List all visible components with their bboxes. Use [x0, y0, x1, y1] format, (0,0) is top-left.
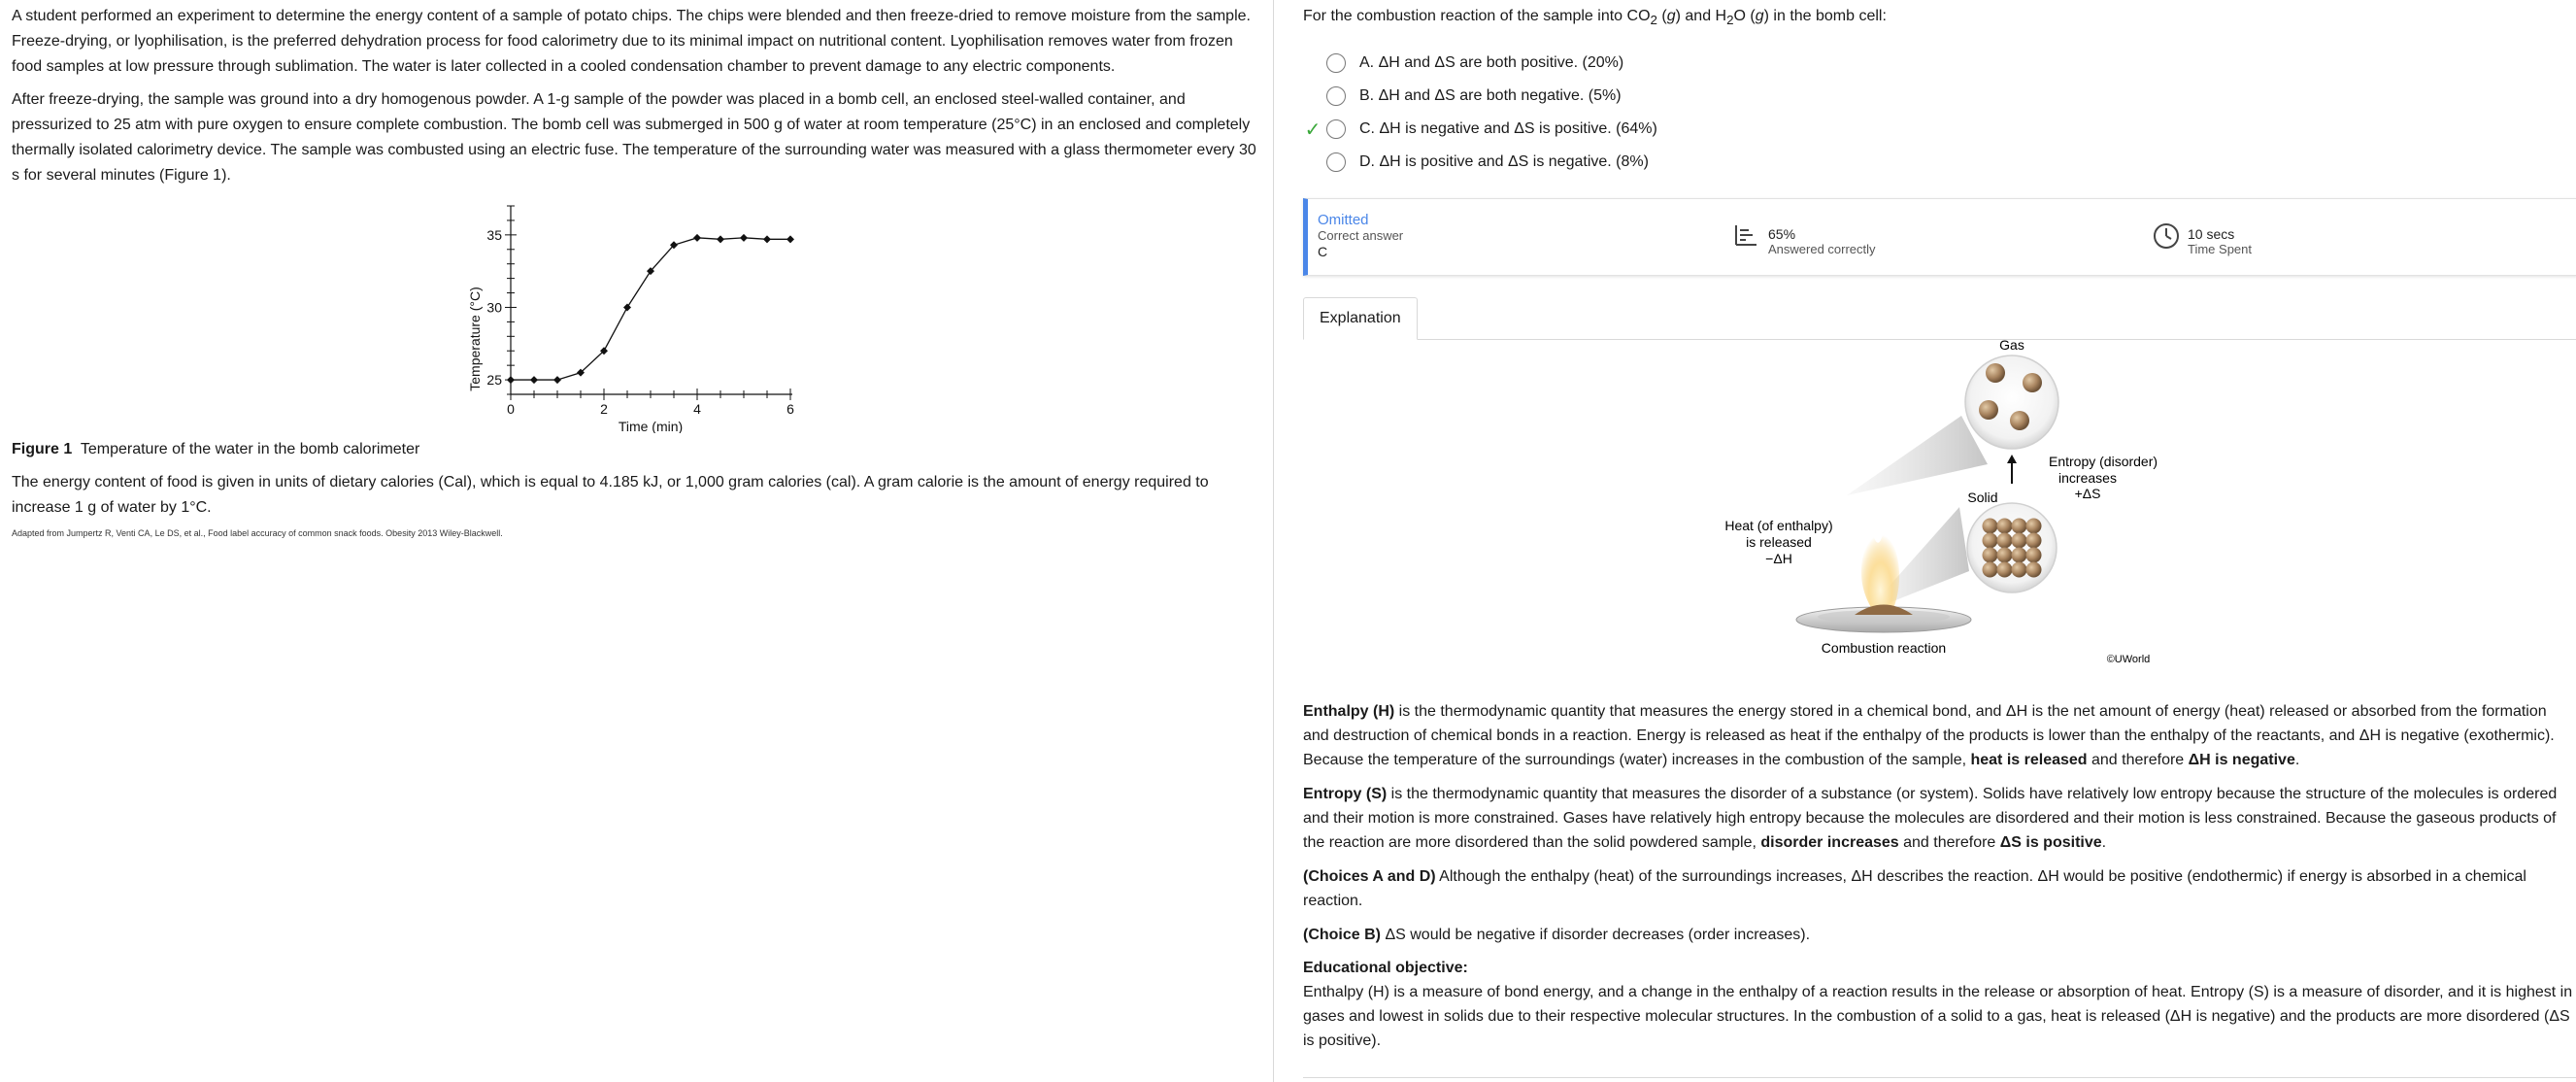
choice-c-radio[interactable]	[1326, 119, 1346, 139]
answer-stats-bar	[1303, 198, 2576, 276]
x-tick-label: 6	[786, 401, 794, 417]
choice-c-percent: (64%)	[1616, 120, 1657, 138]
solid-molecule	[2026, 548, 2042, 563]
choice-d-letter: D.	[1359, 153, 1375, 171]
choice-d[interactable]	[1303, 146, 2576, 179]
solid-molecule	[1983, 548, 1998, 563]
choice-d-radio[interactable]	[1326, 152, 1346, 172]
gas-molecule	[2010, 411, 2029, 430]
choice-b-text: ΔH and ΔS are both negative.	[1378, 87, 1585, 105]
sample-powder	[1855, 605, 1913, 616]
choice-c[interactable]	[1303, 113, 2576, 146]
solid-molecule	[1983, 562, 1998, 578]
data-point	[530, 376, 538, 384]
choice-b-letter: B.	[1359, 87, 1375, 105]
question-stem: For the combustion reaction of the sample into $CO_2$ (g) and $H_2O$ (g) in the bomb cell:	[1303, 8, 1887, 28]
x-tick-label: 2	[600, 401, 608, 417]
solid-molecule	[2012, 519, 2027, 534]
gas-molecule	[1979, 400, 1998, 420]
solid-molecule	[1997, 562, 2013, 578]
explanation-choices-a-d: (Choices A and D) Although the enthalpy (heat) of the surroundings increases, ΔH describes the reaction. ΔH would be positive (endothermic) if energy is absorbed in a chemical reaction.	[1303, 868, 2526, 910]
time-spent-label: Time Spent	[2188, 242, 2252, 257]
solid-molecule	[2012, 562, 2027, 578]
choice-b-radio[interactable]	[1326, 86, 1346, 106]
passage-paragraph-2: After freeze-drying, the sample was ground into a dry homogenous powder. A 1-g sample of the powder was placed in a bomb cell, an enclosed steel-walled container, and pressurized to 25 atm with pure oxygen to ensure complete combustion. The bomb cell was submerged in 500 g of water at room temperature (25°C) in an enclosed and completely thermally isolated calorimetry device. The sample was combusted using an electric fuse. The temperature of the surrounding water was measured with a glass thermometer every 30 s for several minutes (Figure 1).	[12, 91, 1256, 184]
gas-molecule	[1986, 363, 2005, 383]
clock-icon	[2153, 222, 2180, 250]
objective-text: Enthalpy (H) is a measure of bond energy, and a change in the enthalpy of a reaction results in the release or absorption of heat. Entropy (S) is a measure of disorder, and it is highest in gases and lowest in solids due to their respective molecular structures. In the combustion of a solid to a gas, heat is released (ΔH is negative) and the products are more disordered (ΔS is positive).	[1303, 984, 2573, 1050]
choice-d-percent: (8%)	[1616, 153, 1649, 171]
solid-molecule	[2026, 562, 2042, 578]
gas-label: Gas	[1999, 340, 2024, 354]
passage-paragraph-3: The energy content of food is given in units of dietary calories (Cal), which is equal to 4.185 kJ, or 1,000 gram calories (cal). A gram calorie is the amount of energy required to increase 1 g of water by 1°C.	[12, 474, 1209, 516]
data-point	[623, 303, 631, 311]
solid-molecule	[1997, 519, 2013, 534]
flame-icon	[1861, 521, 1899, 614]
data-point	[693, 234, 701, 242]
y-tick-label: 25	[486, 372, 502, 389]
time-block	[2188, 226, 2252, 257]
choice-b[interactable]	[1303, 80, 2576, 113]
data-point	[717, 235, 724, 243]
objective-title: Educational objective:	[1303, 960, 1468, 977]
entropy-label-1: Entropy (disorder)	[2049, 454, 2158, 470]
x-tick-label: 4	[693, 401, 701, 417]
figure-label: Figure 1	[12, 441, 73, 457]
correct-answer-value: C	[1318, 244, 1328, 260]
explanation-choice-b: (Choice B) ΔS would be negative if disorder decreases (order increases).	[1303, 927, 1811, 944]
choice-d-text: ΔH is positive and ΔS is negative.	[1379, 153, 1612, 171]
figure-caption	[12, 441, 1261, 458]
source-citation: Adapted from Jumpertz R, Venti CA, Le DS, et al., Food label accuracy of common snack foods. Obesity 2013 Wiley-Blackwell.	[12, 528, 503, 538]
solid-label: Solid	[1967, 490, 1998, 506]
choice-a-letter: A.	[1359, 54, 1375, 72]
entropy-label-3: +ΔS	[2074, 486, 2101, 502]
choice-a-percent: (20%)	[1582, 54, 1624, 72]
explanation-tabs	[1303, 297, 2576, 340]
explanation-enthalpy: Enthalpy (H) is the thermodynamic quantity that measures the energy stored in a chemical bond, and ΔH is the net amount of energy (heat) released or absorbed from the formation and destruction of chemical bonds in a reaction. Energy is released as heat if the enthalpy of the products is lower than the enthalpy of the reactants, and ΔH is negative (exothermic). Because the temperature of the surroundings (water) increases in the combustion of the sample, heat is released and therefore ΔH is negative.	[1303, 703, 2555, 769]
gas-bubble	[1965, 355, 2058, 449]
data-point	[553, 376, 561, 384]
figure-caption-text: Temperature of the water in the bomb calorimeter	[80, 441, 420, 457]
heat-label-3: −ΔH	[1765, 551, 1792, 567]
answer-choices	[1303, 47, 2576, 179]
explanation-entropy: Entropy (S) is the thermodynamic quantity that measures the disorder of a substance (or system). Solids have relatively low entropy because the structure of the molecules is ordered and their motion is more constrained. Gases have relatively high entropy because the molecules are disordered and their motion is less constrained. Because the gaseous products of the reaction are more disordered than the solid powdered sample, disorder increases and therefore ΔS is positive.	[1303, 786, 2558, 852]
choice-c-letter: C.	[1359, 120, 1375, 138]
time-spent-value: 10 secs	[2188, 226, 2235, 243]
combustion-label: Combustion reaction	[1821, 640, 1947, 657]
x-tick-label: 0	[507, 401, 515, 417]
status-block	[1318, 213, 1403, 259]
passage-panel[interactable]	[0, 0, 1274, 1082]
choice-c-text: ΔH is negative and ΔS is positive.	[1379, 120, 1612, 138]
solid-bubble	[1967, 503, 2057, 592]
answered-correctly-label: Answered correctly	[1768, 242, 1876, 257]
data-point	[507, 376, 515, 384]
solid-molecule	[1997, 533, 2013, 549]
data-point	[763, 235, 771, 243]
combustion-illustration	[1303, 340, 2576, 699]
figure-1	[12, 200, 1264, 433]
temperature-chart	[458, 200, 827, 433]
choice-b-percent: (5%)	[1588, 87, 1622, 105]
choice-a-radio[interactable]	[1326, 53, 1346, 73]
solid-molecule	[2026, 519, 2042, 534]
status-omitted: Omitted	[1318, 212, 1369, 229]
solid-molecule	[2026, 533, 2042, 549]
choice-a-text: ΔH and ΔS are both positive.	[1378, 54, 1579, 72]
series-line	[511, 238, 790, 380]
solid-molecule	[2012, 548, 2027, 563]
y-axis-label: Temperature (°C)	[467, 287, 483, 391]
y-tick-label: 35	[486, 226, 502, 243]
question-panel[interactable]	[1274, 0, 2576, 1082]
passage-paragraph-1: A student performed an experiment to determine the energy content of a sample of potato chips. The chips were blended and then freeze-dried to remove moisture from the sample. Freeze-drying, or lyophilisation, is the preferred dehydration process for food calorimetry due to its minimal impact on nutritional content. Lyophilisation removes water from frozen food samples at low pressure through sublimation. The water is later collected in a cooled condensation chamber to prevent damage to any electric components.	[12, 8, 1251, 75]
percent-block	[1768, 226, 1876, 257]
data-point	[786, 235, 794, 243]
correct-check-icon: ✓	[1304, 118, 1321, 141]
gas-zoom-beam	[1847, 416, 1988, 495]
choice-a[interactable]	[1303, 47, 2576, 80]
solid-molecule	[2012, 533, 2027, 549]
educational-objective	[1303, 957, 2576, 1053]
solid-molecule	[1997, 548, 2013, 563]
gas-molecule	[2023, 373, 2042, 392]
x-axis-label: Time (min)	[618, 419, 684, 433]
bottom-divider	[1303, 1077, 2576, 1078]
combustion-diagram	[1303, 340, 2576, 699]
entropy-arrow-head	[2007, 455, 2017, 463]
solid-molecule	[1983, 519, 1998, 534]
tab-explanation[interactable]: Explanation	[1303, 297, 1418, 340]
heat-label-2: is released	[1746, 534, 1812, 551]
copyright-label: ©UWorld	[2106, 654, 2151, 666]
answered-correctly-value: 65%	[1768, 226, 1796, 243]
entropy-label-2: increases	[2058, 470, 2117, 487]
bar-chart-icon	[1733, 222, 1758, 248]
data-point	[740, 234, 748, 242]
correct-answer-label: Correct answer	[1318, 228, 1404, 244]
solid-molecule	[1983, 533, 1998, 549]
heat-label-1: Heat (of enthalpy)	[1724, 518, 1833, 534]
y-tick-label: 30	[486, 299, 502, 316]
